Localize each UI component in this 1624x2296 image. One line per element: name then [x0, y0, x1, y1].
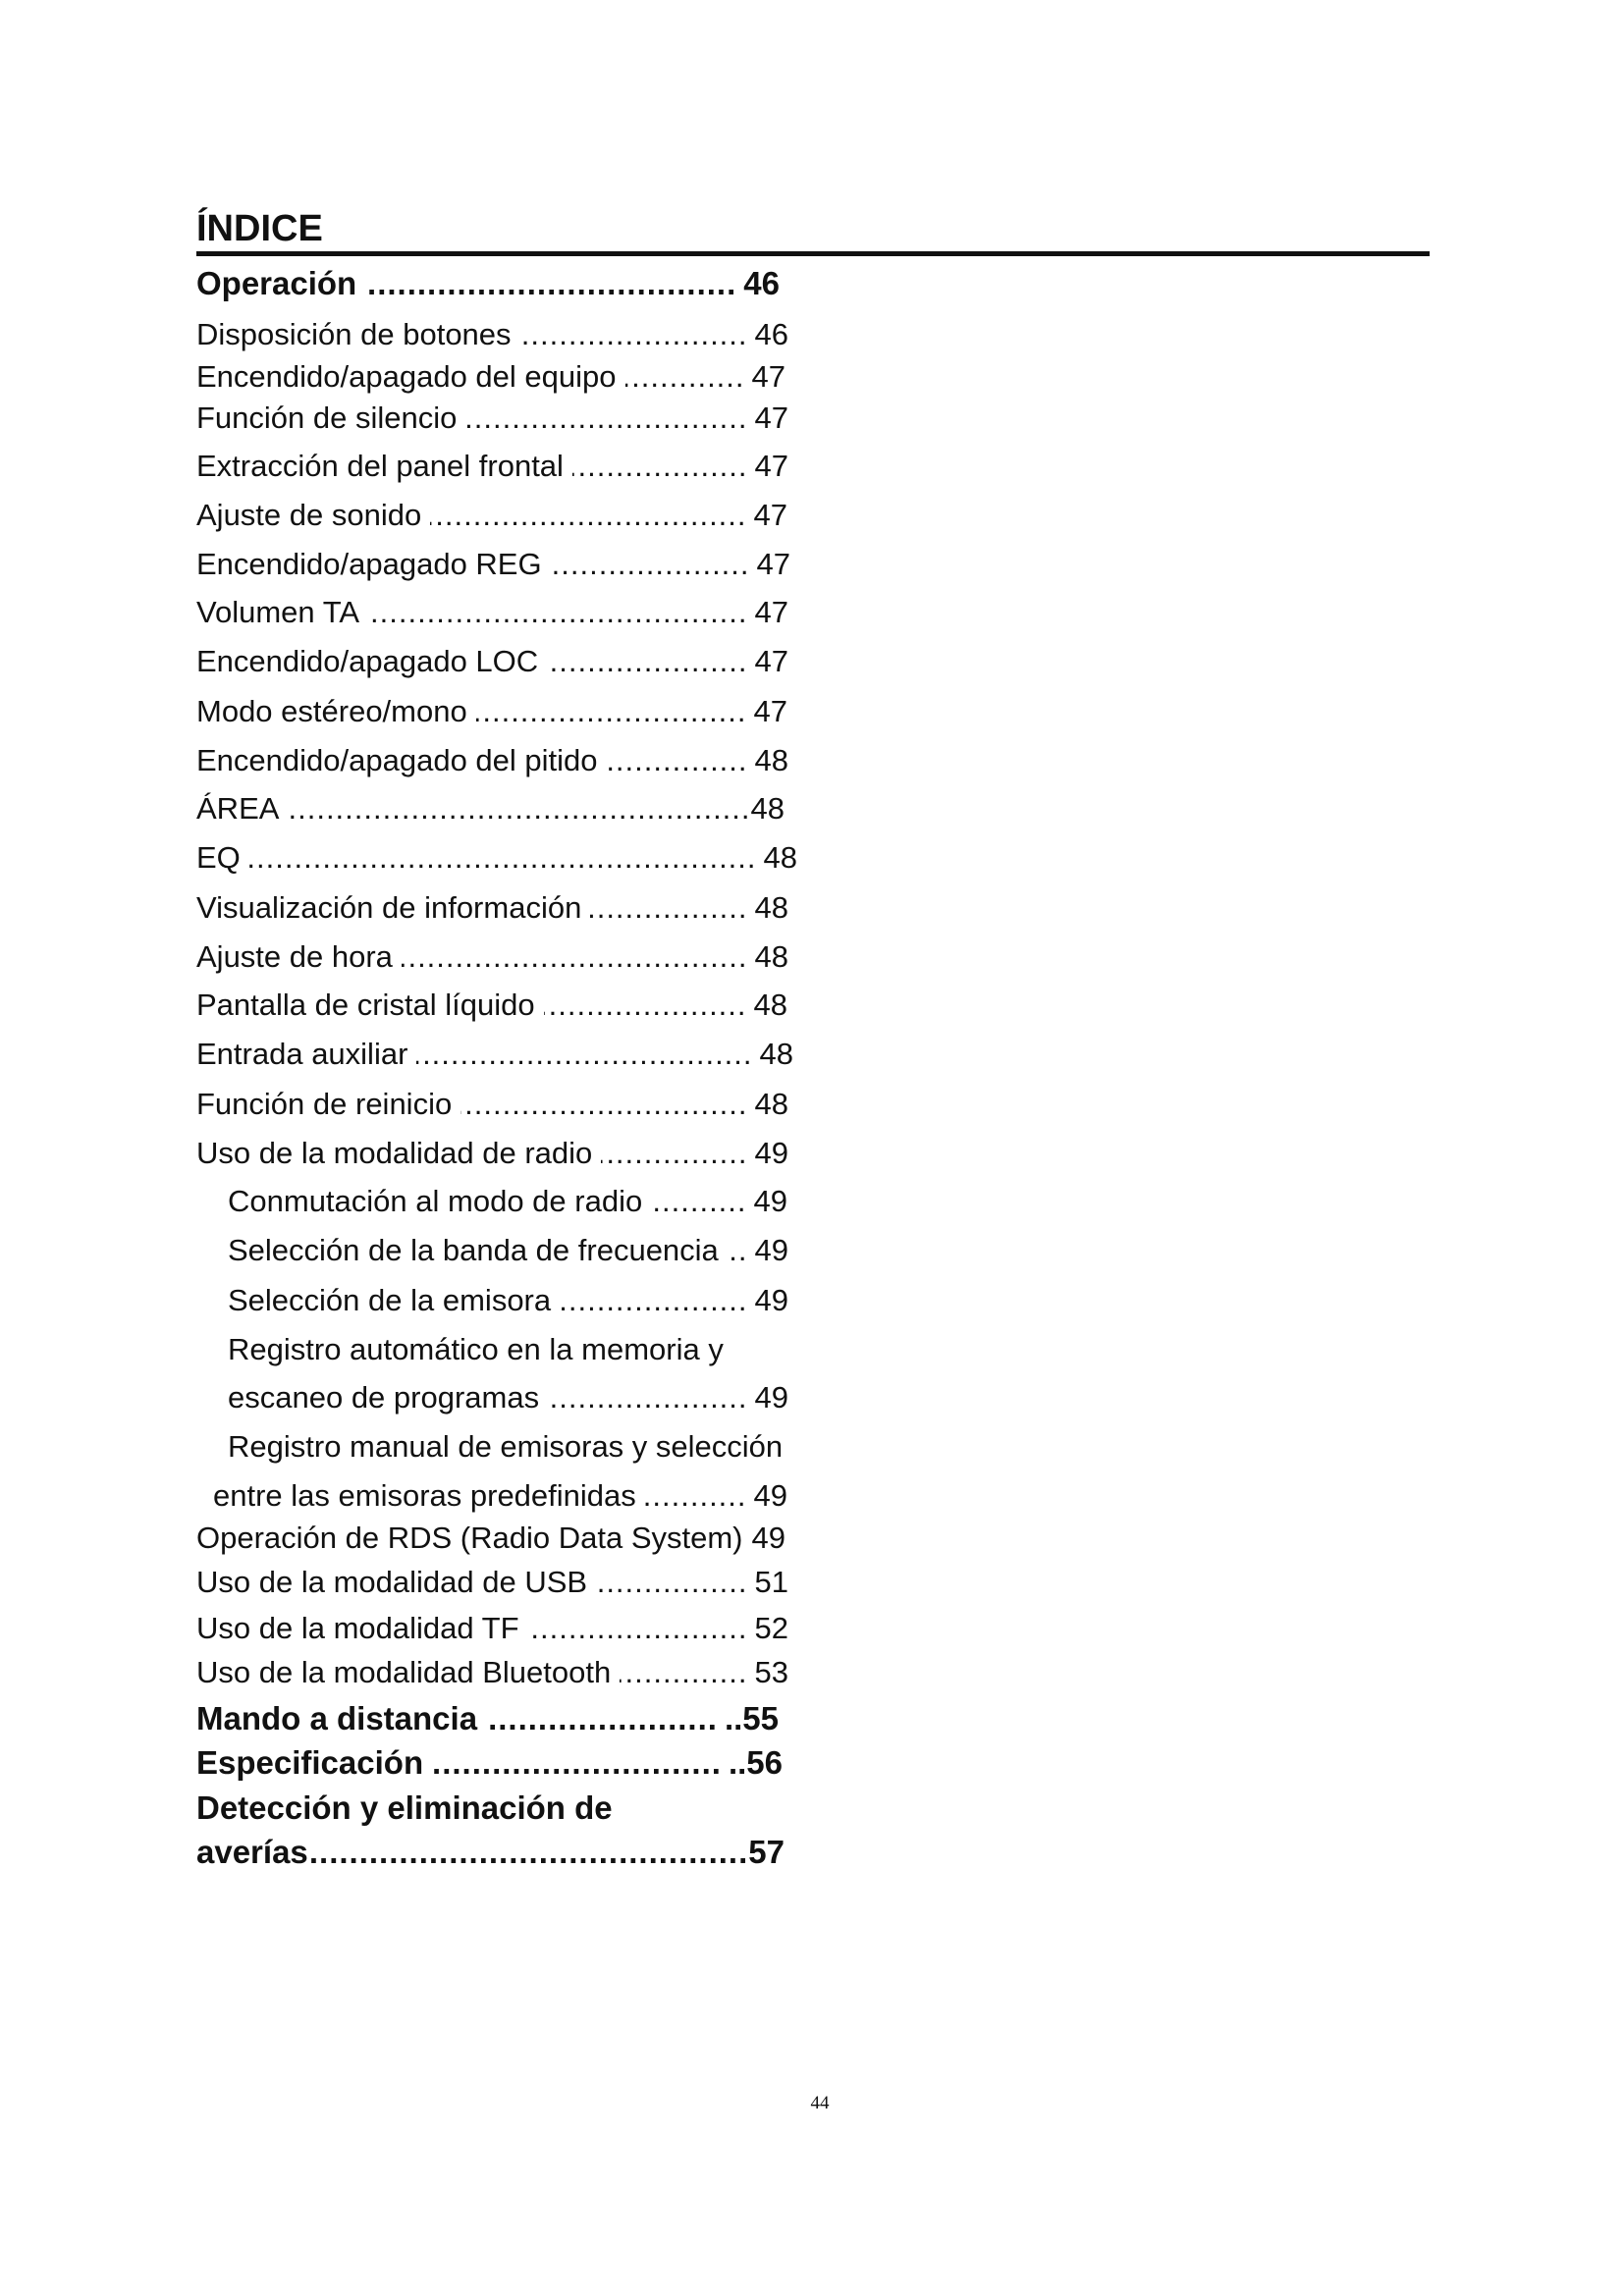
toc-entry-page: 49	[751, 1521, 785, 1555]
toc-entry	[196, 789, 785, 828]
toc-entry-label: Pantalla de cristal líquido	[196, 988, 535, 1022]
toc-entry	[196, 593, 788, 632]
toc-entry	[196, 315, 788, 354]
toc-entry-label: Ajuste de hora	[196, 939, 393, 974]
toc-subentry-page: 49	[753, 1184, 787, 1218]
toc-entry-page: 47	[754, 400, 788, 435]
toc-entry-label: Extracción del panel frontal	[196, 449, 564, 483]
toc-subentry-page: 49	[753, 1478, 787, 1513]
toc-section-page: ..55	[724, 1700, 779, 1736]
toc-entry	[196, 937, 788, 977]
toc-section-label: Especificación	[196, 1744, 424, 1781]
toc-entry-label: Función de silencio	[196, 400, 458, 435]
toc-subentry-page: 49	[754, 1283, 788, 1317]
toc-entry	[196, 1653, 788, 1692]
toc-entry-label: Entrada auxiliar	[196, 1037, 408, 1071]
toc-entry-page: 47	[754, 595, 788, 629]
toc-entry	[196, 741, 788, 780]
dot-leader	[547, 642, 747, 681]
toc-entry-page: 47	[756, 547, 790, 581]
page-title: ÍNDICE	[196, 208, 323, 249]
toc-entry-label: Uso de la modalidad TF	[196, 1611, 519, 1645]
toc-subentry-label: Selección de la banda de frecuencia	[228, 1233, 719, 1267]
dot-leader	[460, 1085, 747, 1124]
dot-leader	[728, 1231, 748, 1270]
toc-subentry-label: entre las emisoras predefinidas	[213, 1478, 636, 1513]
toc-entry-page: 47	[753, 498, 787, 532]
dot-leader	[520, 315, 748, 354]
toc-entry-page: 47	[754, 644, 788, 678]
toc-subentry-page: 49	[754, 1233, 788, 1267]
toc-section-page: ..56	[728, 1744, 783, 1781]
dot-leader	[625, 357, 745, 397]
dot-leader	[560, 1281, 747, 1320]
toc-section	[196, 1787, 613, 1830]
toc-entry-page: 51	[754, 1565, 788, 1599]
toc-entry-label: Encendido/apagado LOC	[196, 644, 539, 678]
toc-entry	[196, 692, 787, 731]
dot-leader	[548, 1378, 747, 1417]
toc-entry	[196, 888, 788, 928]
toc-entry	[196, 496, 787, 535]
toc-section-label: Operación	[196, 265, 357, 301]
toc-section-page: 46	[743, 265, 780, 301]
dot-leader	[607, 741, 748, 780]
dot-leader	[596, 1563, 747, 1602]
toc-section	[196, 1831, 785, 1874]
toc-entry-page: 48	[750, 791, 785, 826]
dot-leader	[551, 545, 750, 584]
page-number: 44	[810, 2093, 830, 2113]
toc-section	[196, 1741, 783, 1785]
toc-entry-label: Encendido/apagado REG	[196, 547, 542, 581]
toc-subentry-label: Registro manual de emisoras y selección	[228, 1429, 784, 1464]
toc-subentry	[213, 1476, 787, 1516]
toc-entry-label: Modo estéreo/mono	[196, 694, 467, 728]
toc-entry-label: EQ	[196, 840, 241, 875]
toc-entry-label: Volumen TA	[196, 595, 360, 629]
dot-leader	[590, 888, 747, 928]
toc-entry-page: 48	[754, 743, 788, 777]
toc-entry-page: 46	[754, 317, 788, 351]
toc-entry-label: Uso de la modalidad de USB	[196, 1565, 588, 1599]
toc-entry-label: Uso de la modalidad Bluetooth	[196, 1655, 612, 1689]
toc-entry	[196, 838, 797, 878]
toc-entry	[196, 447, 788, 486]
toc-entry	[196, 1609, 788, 1648]
title-divider	[196, 251, 1430, 256]
toc-entry-page: 53	[754, 1655, 788, 1689]
toc-subentry	[228, 1427, 783, 1467]
toc-entry-label: Visualización de información	[196, 890, 582, 925]
dot-leader	[544, 986, 747, 1025]
dot-leader	[368, 593, 748, 632]
dot-leader	[572, 447, 748, 486]
dot-leader	[288, 789, 750, 828]
dot-leader	[651, 1182, 746, 1221]
toc-entry-page: 48	[754, 890, 788, 925]
dot-leader	[465, 399, 747, 438]
toc-section	[196, 1697, 779, 1740]
toc-entry	[196, 1035, 793, 1074]
toc-entry-label: Disposición de botones	[196, 317, 512, 351]
toc-subentry-label: Selección de la emisora	[228, 1283, 552, 1317]
toc-entry	[196, 1563, 788, 1602]
toc-entry-page: 48	[754, 1087, 788, 1121]
toc-section-label: Detección y eliminación de	[196, 1789, 613, 1826]
dot-leader	[402, 937, 748, 977]
toc-entry-label: ÁREA	[196, 791, 280, 826]
toc-entry	[196, 642, 788, 681]
toc-subentry	[228, 1182, 787, 1221]
toc-subentry-label: Registro automático en la memoria y	[228, 1332, 724, 1366]
toc-subentry	[228, 1330, 724, 1369]
dot-leader	[601, 1134, 747, 1173]
dot-leader	[249, 838, 757, 878]
toc-entry-page: 48	[753, 988, 787, 1022]
toc-entry-page: 47	[753, 694, 787, 728]
dot-leader	[432, 1741, 722, 1785]
toc-section	[196, 262, 780, 305]
toc-section-label: averías	[196, 1834, 308, 1870]
toc-subentry	[228, 1378, 788, 1417]
toc-entry-page: 52	[754, 1611, 788, 1645]
toc-entry	[196, 1134, 788, 1173]
toc-entry-label: Operación de RDS (Radio Data System)	[196, 1521, 743, 1555]
toc-entry	[196, 545, 790, 584]
toc-entry-page: 48	[763, 840, 797, 875]
dot-leader	[528, 1609, 748, 1648]
toc-entry-page: 48	[759, 1037, 793, 1071]
dot-leader	[308, 1831, 749, 1874]
toc-entry	[196, 1085, 788, 1124]
dot-leader	[645, 1476, 747, 1516]
toc-subentry-label: escaneo de programas	[228, 1380, 540, 1415]
toc-subentry	[228, 1281, 788, 1320]
toc-entry-page: 49	[754, 1136, 788, 1170]
dot-leader	[486, 1697, 718, 1740]
dot-leader	[620, 1653, 747, 1692]
dot-leader	[476, 692, 747, 731]
toc-entry	[196, 1519, 785, 1558]
toc-entry-page: 47	[751, 359, 785, 394]
toc-subentry-page: 49	[754, 1380, 788, 1415]
toc-entry-page: 47	[754, 449, 788, 483]
toc-subentry-label: Conmutación al modo de radio	[228, 1184, 643, 1218]
dot-leader	[430, 496, 746, 535]
toc-entry	[196, 986, 787, 1025]
toc-section-page: 57	[748, 1834, 785, 1870]
toc-entry-label: Función de reinicio	[196, 1087, 453, 1121]
toc-entry	[196, 357, 785, 397]
toc-entry-label: Ajuste de sonido	[196, 498, 422, 532]
toc-section-label: Mando a distancia	[196, 1700, 478, 1736]
dot-leader	[365, 262, 736, 305]
dot-leader	[416, 1035, 752, 1074]
toc-entry-page: 48	[754, 939, 788, 974]
toc-entry-label: Encendido/apagado del equipo	[196, 359, 617, 394]
toc-subentry	[228, 1231, 788, 1270]
toc-entry	[196, 399, 788, 438]
toc-entry-label: Uso de la modalidad de radio	[196, 1136, 593, 1170]
toc-entry-label: Encendido/apagado del pitido	[196, 743, 598, 777]
